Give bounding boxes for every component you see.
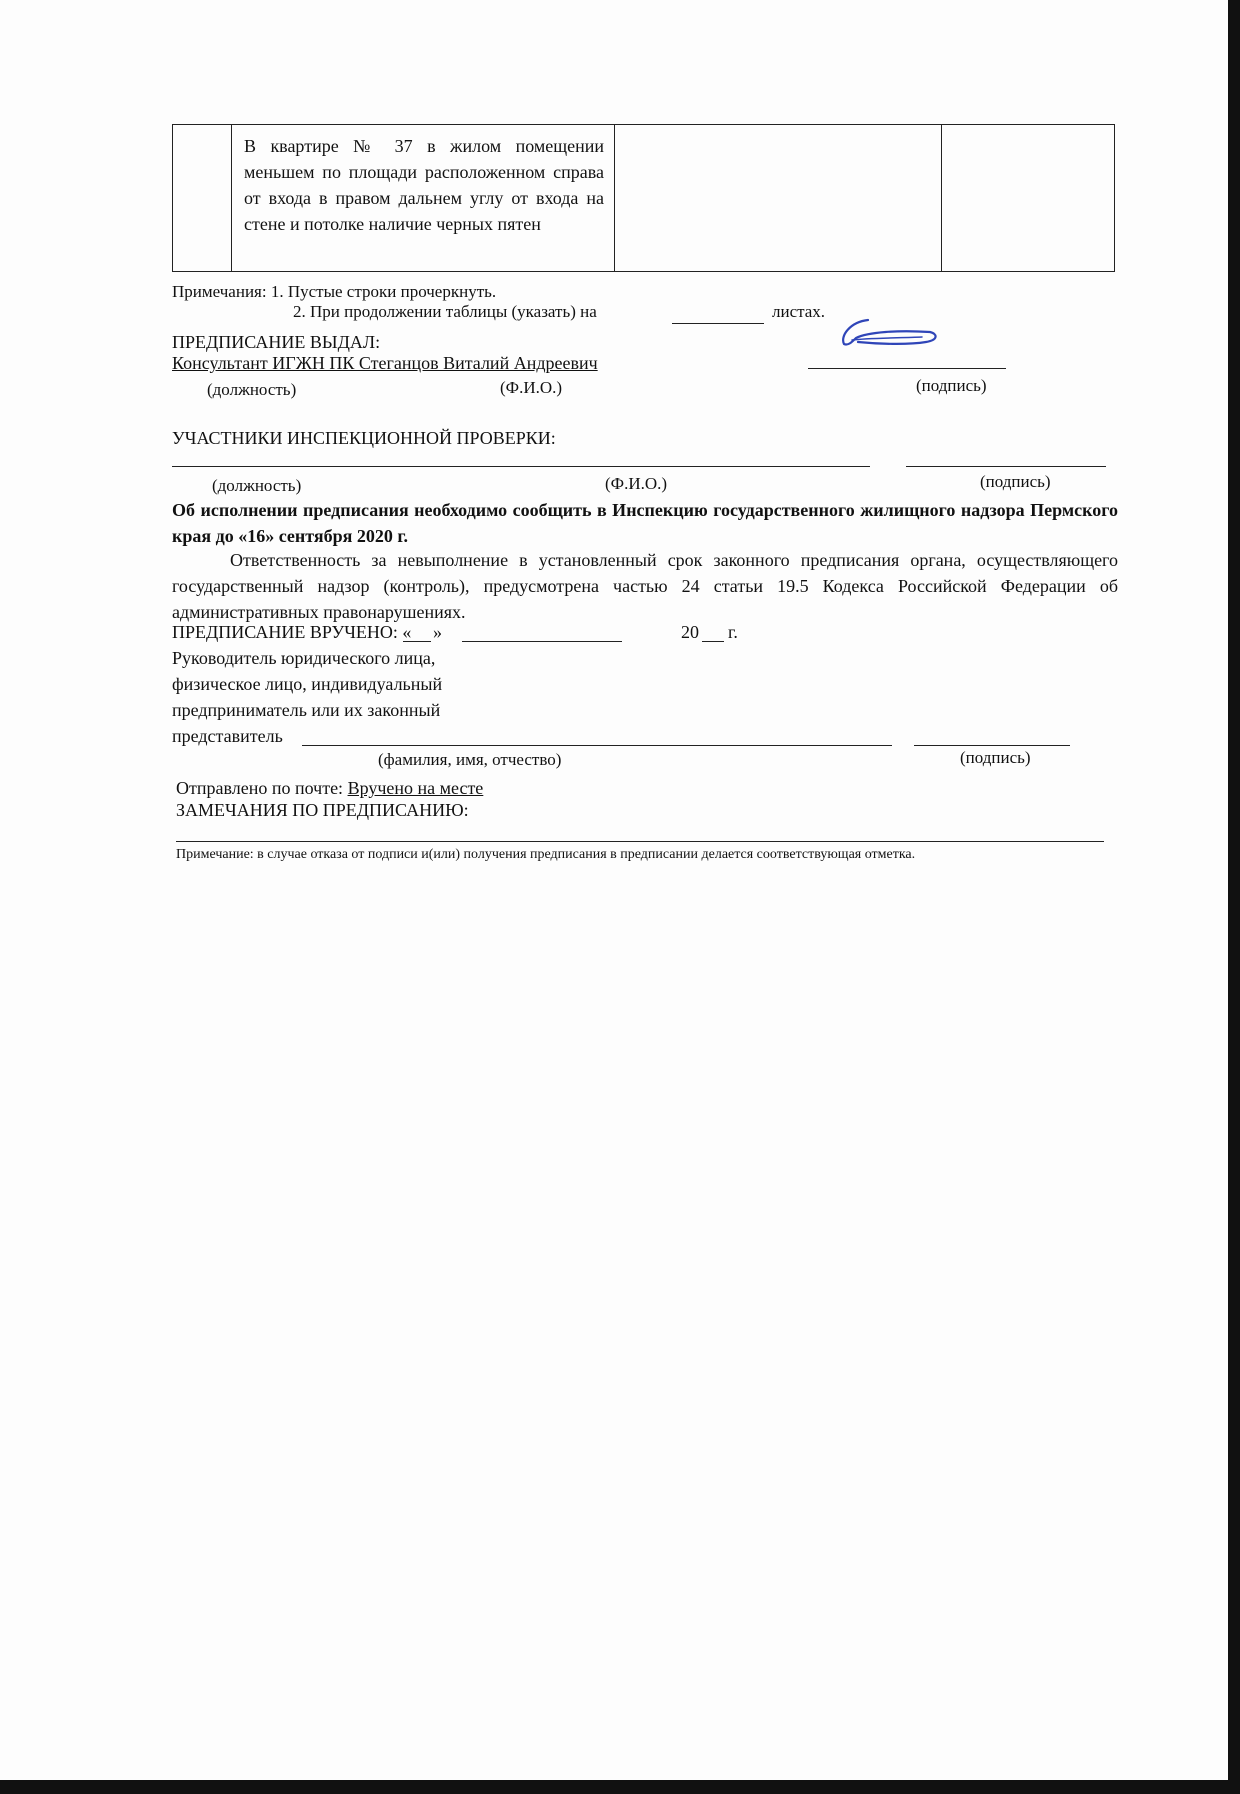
delivered-year-blank <box>702 641 724 642</box>
mail-value: Вручено на месте <box>347 778 484 798</box>
violations-table <box>172 124 1115 272</box>
participants-name-line <box>172 466 870 467</box>
participants-heading: УЧАСТНИКИ ИНСПЕКЦИОННОЙ ПРОВЕРКИ: <box>172 428 556 448</box>
recipient-line-4: представитель <box>172 726 283 746</box>
mail-label: Отправлено по почте: <box>176 778 344 798</box>
delivered-year-suffix: г. <box>728 622 738 642</box>
violation-description: В квартире № 37 в жилом помещении меньшем по площади расположенном справа от входа в правом дальнем углу от входа на стене и потолке наличие черных пятен <box>244 136 604 234</box>
participants-caption-name: (Ф.И.О.) <box>605 474 668 493</box>
liability-text: Ответственность за невыполнение в установленный срок законного предписания органа, осуществляющего государственный надзор (контроль), предусмотрена частью 24 статьи 19.5 Кодекса Российской Федерации об административных правонарушениях. <box>172 550 1118 622</box>
inspector-signature <box>838 312 944 352</box>
recipient-line-3: предприниматель или их законный <box>172 700 441 720</box>
issuer-caption-signature: (подпись) <box>916 376 987 395</box>
delivered-day-blank <box>403 641 431 642</box>
notes-line-1: Примечания: 1. Пустые строки прочеркнуть. <box>172 282 497 301</box>
issuer-position-name: Консультант ИГЖН ПК Стеганцов Виталий Андреевич <box>172 353 598 373</box>
issuer-signature-line <box>808 368 1006 369</box>
remarks-line <box>176 841 1104 842</box>
issued-by-heading: ПРЕДПИСАНИЕ ВЫДАЛ: <box>172 332 381 352</box>
recipient-caption-signature: (подпись) <box>960 748 1031 767</box>
participants-signature-line <box>906 466 1106 467</box>
table-cell-deadline <box>942 125 1115 272</box>
table-cell-description <box>232 125 615 272</box>
sheets-count-blank <box>672 323 764 324</box>
issuer-caption-name: (Ф.И.О.) <box>500 378 563 397</box>
participants-caption-signature: (подпись) <box>980 472 1051 491</box>
notes-line-2-suffix: листах. <box>772 302 826 321</box>
recipient-line-1: Руководитель юридического лица, <box>172 648 436 668</box>
recipient-signature-line <box>914 745 1070 746</box>
recipient-line-2: физическое лицо, индивидуальный <box>172 674 443 694</box>
deadline-notice: Об исполнении предписания необходимо сообщить в Инспекцию государственного жилищного надзора Пермского края до «16» сентября 2020 г. <box>172 500 1118 546</box>
table-row <box>173 125 1115 272</box>
recipient-name-line <box>302 745 892 746</box>
notes-line-2-prefix: 2. При продолжении таблицы (указать) на <box>293 302 597 321</box>
delivered-month-blank <box>462 641 622 642</box>
issuer-caption-position: (должность) <box>207 380 297 399</box>
mail-line <box>176 778 483 799</box>
delivered-prefix: ПРЕДПИСАНИЕ ВРУЧЕНО: « <box>172 622 412 642</box>
remarks-heading: ЗАМЕЧАНИЯ ПО ПРЕДПИСАНИЮ: <box>176 800 469 820</box>
table-cell-requirement <box>615 125 942 272</box>
delivered-year-prefix: 20 <box>681 622 699 642</box>
participants-caption-position: (должность) <box>212 476 302 495</box>
footnote: Примечание: в случае отказа от подписи и(или) получения предписания в предписании делается соответствующая отметка. <box>176 847 916 862</box>
recipient-caption-name: (фамилия, имя, отчество) <box>378 750 562 769</box>
delivered-quote-close: » <box>433 622 442 642</box>
table-cell-number <box>173 125 232 272</box>
